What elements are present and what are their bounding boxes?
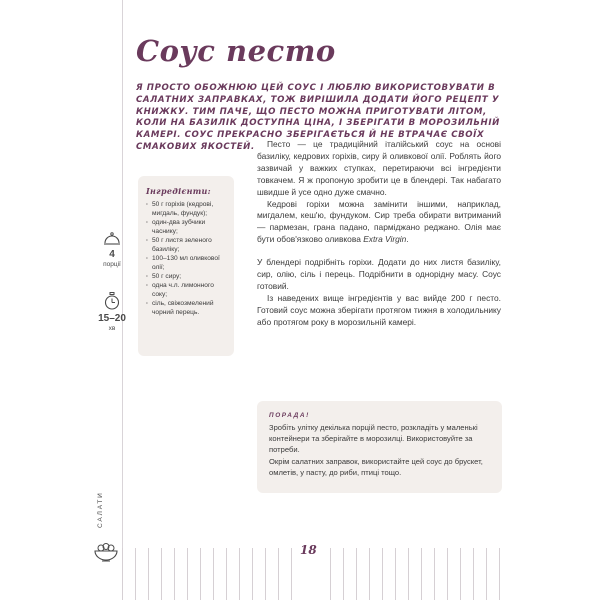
time-unit: хв [108, 325, 116, 332]
ingredient-item: · сіль, свіжозмелений чорний перець. [146, 299, 227, 317]
ingredient-item: · 50 г сиру; [146, 272, 227, 281]
body-paragraph [257, 199, 501, 247]
time-value: 15–20 [98, 313, 126, 324]
stripe-line [382, 548, 383, 600]
tip-text: Окрім салатних заправок, використайте цей соус до брускет, омлетів, у пасту, до риби, птиці тощо. [269, 456, 483, 477]
tip-text: Зробіть улітку декілька порцій песто, розкладіть у маленькі контейнери та зберігайте в морозилці. Використовуйте за потреби. [269, 423, 478, 455]
stripe-line [460, 548, 461, 600]
ingredient-item: · одна ч.л. лимонного соку; [146, 281, 227, 299]
section-tab [97, 488, 117, 548]
stripe-line [395, 548, 396, 600]
stripe-line [343, 548, 344, 600]
stripe-line [408, 548, 409, 600]
recipe-body [257, 139, 501, 329]
body-text-span: Кедрові горіхи можна замінити іншими, наприклад, мигдалем, кеш'ю, фундуком. Сир треба обирати витриманий — пармезан, грана падано, парміджано реджано. Олія має бути обов'язково оливкова [257, 198, 501, 245]
body-paragraph: Із наведених вище інгредієнтів у вас вийде 200 г песто. Готовий соус можна зберігати протягом тижня в холодильнику або протягом року в морозильній камері. [257, 292, 501, 327]
stripe-line [278, 548, 279, 600]
ingredient-item: · 100–130 мл оливкової олії; [146, 254, 227, 272]
ingredient-item: · один-два зубчики часнику; [146, 218, 227, 236]
stripe-line [213, 548, 214, 600]
page-number: 18 [300, 543, 317, 557]
stripe-line [252, 548, 253, 600]
stripe-line [486, 548, 487, 600]
intro-text: Я ПРОСТО ОБОЖНЮЮ ЦЕЙ СОУС І ЛЮБЛЮ ВИКОРИСТОВУВАТИ В САЛАТНИХ ЗАПРАВКАХ, ТОЖ ВИРІШИЛА ДОДАТИ ЙОГО РЕЦЕПТ У КНИЖКУ. ТИМ ПАЧЕ, ЩО ПЕСТО МОЖНА ПРИГОТУВАТИ ЛІТОМ, КОЛИ НА БАЗИЛІК ДОСТУПНА ЦІНА, І ЗБЕРІГАТИ В МОРОЗИЛЬНІЙ КАМЕРІ. СОУС ПРЕКРАСНО ЗБЕРІГАЄТЬСЯ Й НЕ ВТРАЧАЄ СВОЇХ СМАКОВИХ ЯКОСТЕЙ. [136, 83, 500, 152]
stripe-line [174, 548, 175, 600]
servings-value: 4 [109, 249, 115, 260]
stripe-line [369, 548, 370, 600]
decorative-stripes [96, 548, 496, 600]
tip-box [257, 401, 502, 493]
ingredients-title: Інгредієнти: [146, 186, 211, 196]
body-paragraph: Песто — це традиційний італійський соус на основі базиліку, кедрових горіхів, сиру й оливкової олії. Роблять його зазвичай у важких ступках, перетираючи всі інгредієнти товкачем. Я ж пропоную зробити це в блендері. Так набагато швидше й усе одно дуже смачно. [257, 139, 501, 197]
section-label: САЛАТИ [97, 491, 104, 528]
stripe-line [356, 548, 357, 600]
stripe-line [187, 548, 188, 600]
stripe-line [226, 548, 227, 600]
body-text-span: . [406, 234, 409, 245]
ingredients-list [146, 200, 227, 317]
stripe-line [200, 548, 201, 600]
stripe-line [239, 548, 240, 600]
time-info [92, 292, 132, 332]
ingredient-item: · 50 г листя зеленого базиліку; [146, 236, 227, 254]
stripe-line [122, 548, 123, 600]
stripe-line [421, 548, 422, 600]
body-paragraph: У блендері подрібніть горіхи. Додати до них листя базиліку, сир, олію, сіль і перець. Подрібнити в однорідну масу. Соус готовий. [257, 257, 501, 291]
page-title: Соус песто [136, 34, 336, 68]
body-text-emphasis: Extra Virgin [363, 234, 407, 245]
tip-title: ПОРАДА! [269, 412, 310, 419]
cloche-icon [103, 232, 121, 246]
stripe-line [291, 548, 292, 600]
stopwatch-icon [104, 292, 120, 310]
servings-info [92, 232, 132, 268]
servings-unit: порції [103, 261, 121, 268]
ingredients-card [138, 176, 234, 356]
stripe-line [148, 548, 149, 600]
stripe-line [330, 548, 331, 600]
stripe-line [473, 548, 474, 600]
stripe-line [161, 548, 162, 600]
stripe-line [447, 548, 448, 600]
stripe-line [135, 548, 136, 600]
ingredient-item: · 50 г горіхів (кедрові, мигдаль, фундук); [146, 200, 227, 218]
stripe-line [499, 548, 500, 600]
stripe-line [434, 548, 435, 600]
stripe-line [265, 548, 266, 600]
